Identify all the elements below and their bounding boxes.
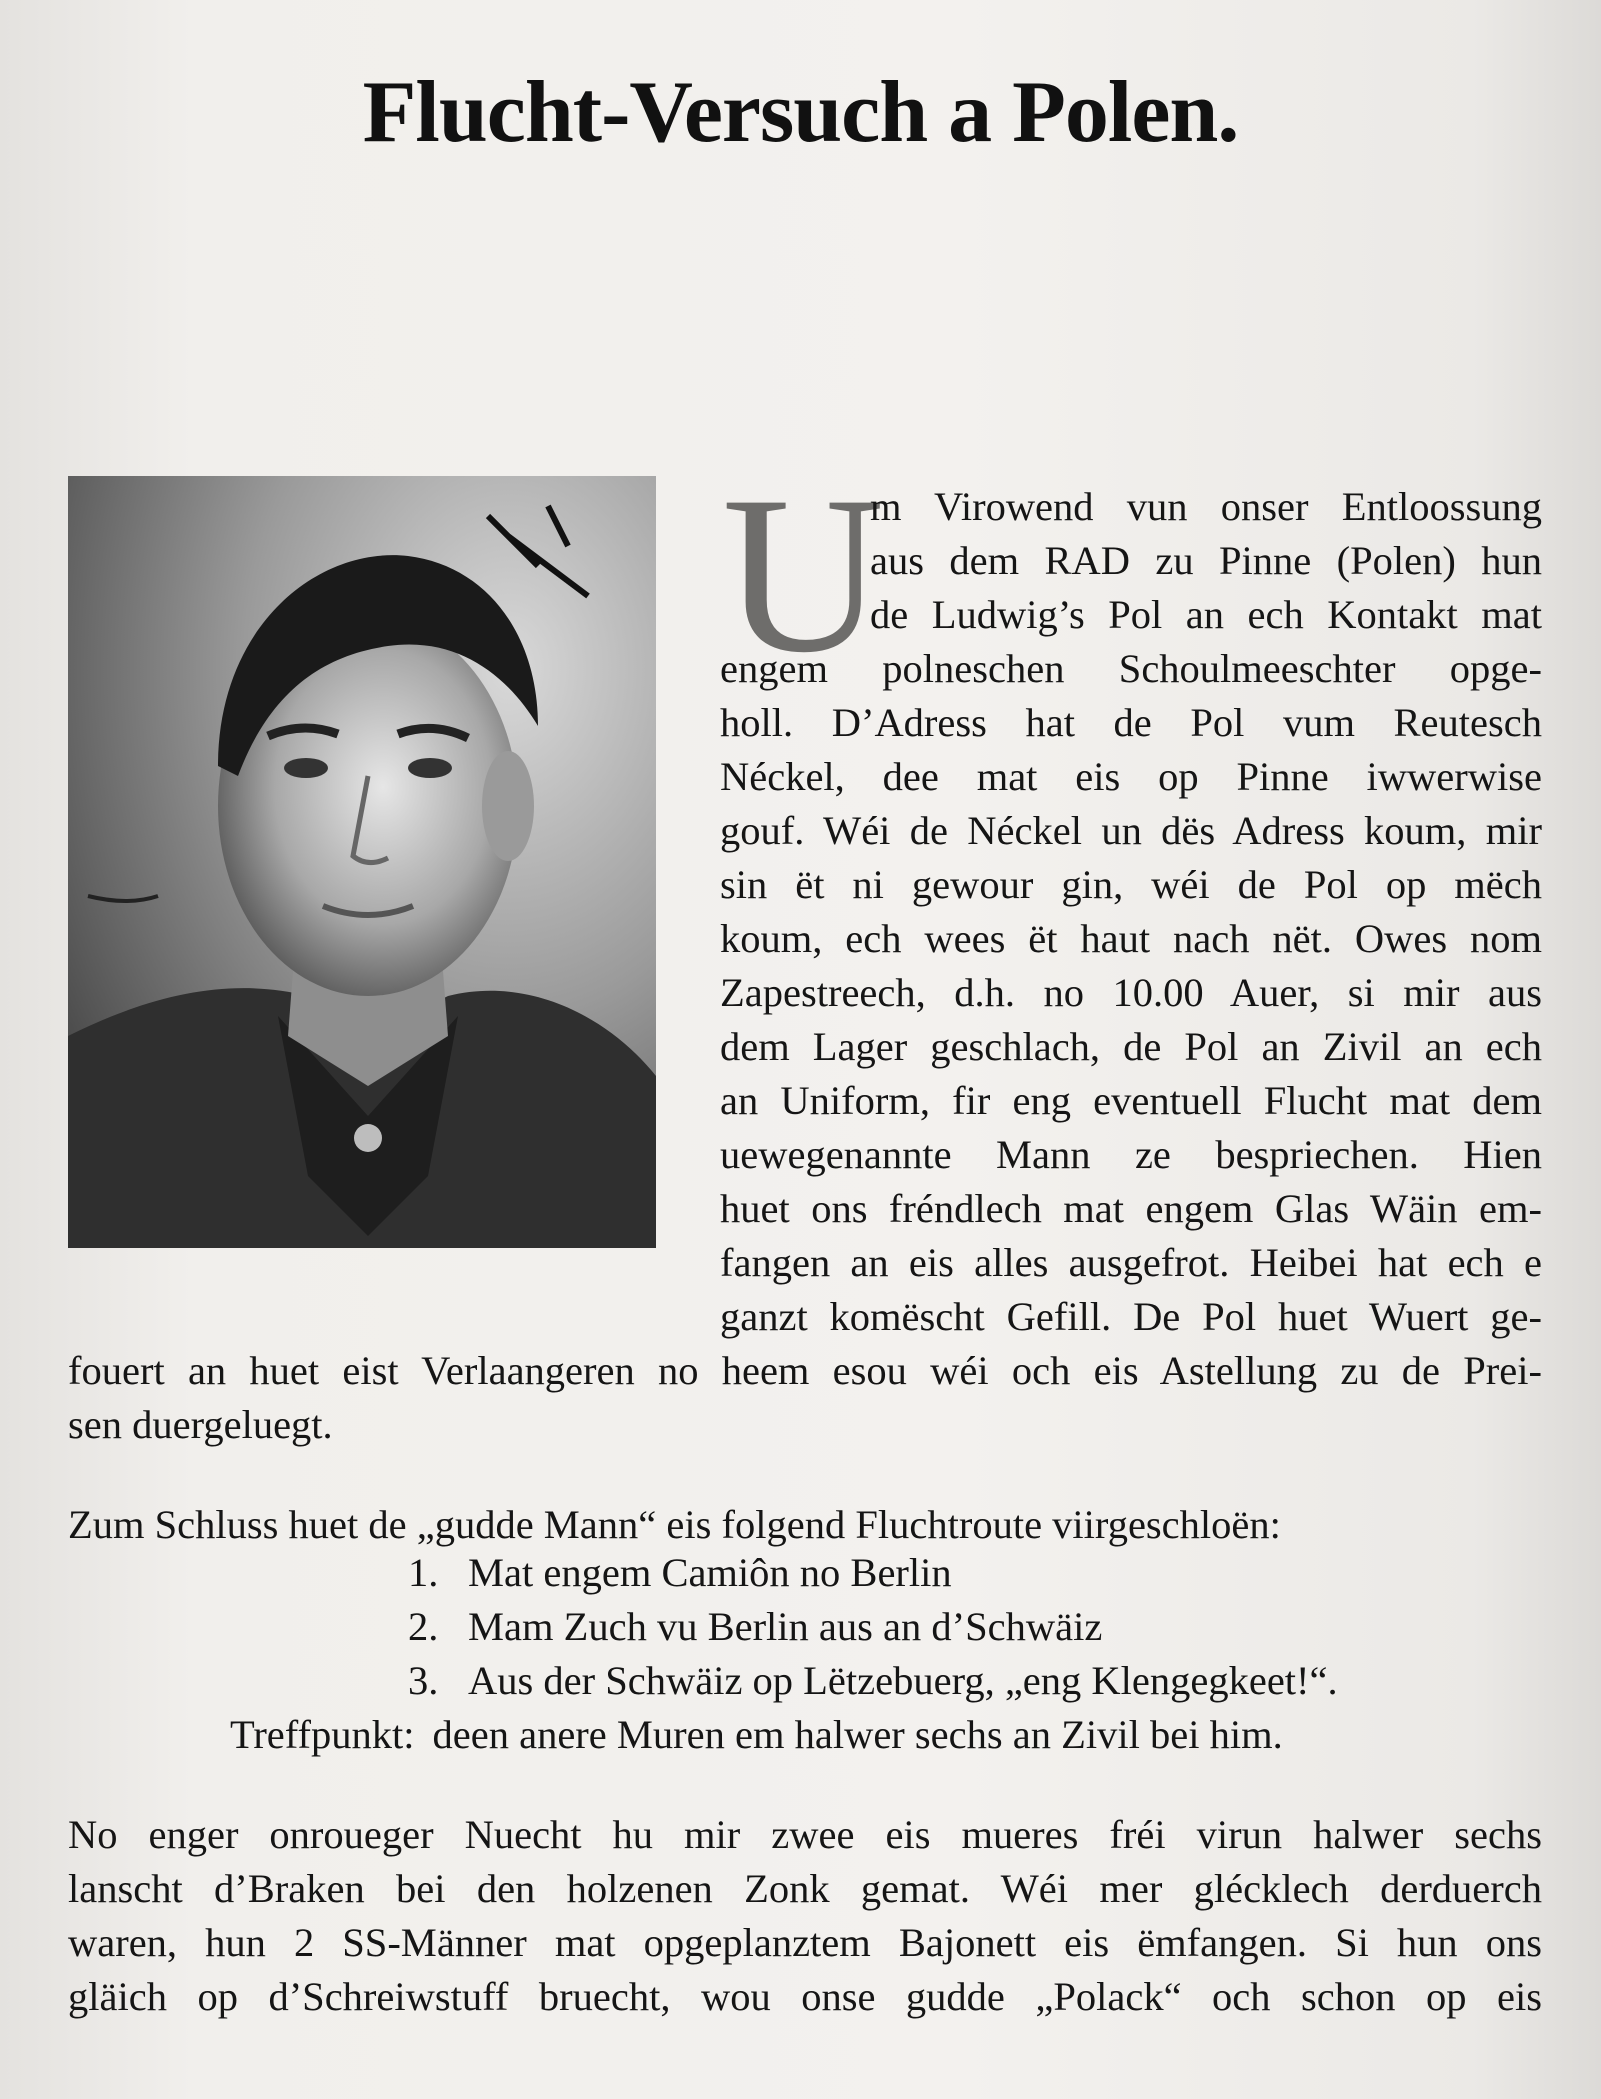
route-number: 1.: [408, 1550, 439, 1595]
text-line: fouert an huet eist Verlaangeren no heem esou wéi och eis Astellung zu de Prei-: [68, 1348, 1542, 1393]
text-line: engem polneschen Schoulmeeschter opge-: [720, 646, 1542, 691]
text-line: Zapestreech, d.h. no 10.00 Auer, si mir aus: [720, 970, 1542, 1015]
drop-cap: U: [722, 449, 885, 699]
text-line: Néckel, dee mat eis op Pinne iwwerwise: [720, 754, 1542, 799]
text-line: dem Lager geschlach, de Pol an Zivil an ech: [720, 1024, 1542, 1069]
text-line: huet ons fréndlech mat engem Glas Wäin em-: [720, 1186, 1542, 1231]
route-text: Mam Zuch vu Berlin aus an d’Schwäiz: [468, 1604, 1103, 1649]
page-title: Flucht-Versuch a Polen.: [362, 64, 1239, 161]
portrait-image: [68, 476, 656, 1248]
route-item: [408, 1654, 1338, 1708]
text-line: holl. D’Adress hat de Pol vum Reutesch: [720, 700, 1542, 745]
text-line: koum, ech wees ët haut nach nët. Owes nom: [720, 916, 1542, 961]
text-line: sen duergeluegt.: [68, 1402, 333, 1447]
meeting-point: [230, 1708, 1283, 1762]
route-item: [408, 1600, 1102, 1654]
route-item: [408, 1546, 952, 1600]
text-line: aus dem RAD zu Pinne (Polen) hun: [870, 538, 1542, 583]
text-line: No enger onroueger Nuecht hu mir zwee eis mueres fréi virun halwer sechs: [68, 1812, 1542, 1857]
text-line: gouf. Wéi de Néckel un dës Adress koum, mir: [720, 808, 1542, 853]
route-intro: Zum Schluss huet de „gudde Mann“ eis folgend Fluchtroute viirgeschloën:: [68, 1502, 1281, 1547]
text-line: de Ludwig’s Pol an ech Kontakt mat: [870, 592, 1542, 637]
text-line: an Uniform, fir eng eventuell Flucht mat dem: [720, 1078, 1542, 1123]
text-line: sin ët ni gewour gin, wéi de Pol op mëch: [720, 862, 1542, 907]
meeting-text: deen anere Muren em halwer sechs an Zivil bei him.: [432, 1712, 1283, 1757]
text-line: fangen an eis alles ausgefrot. Heibei hat ech e: [720, 1240, 1542, 1285]
text-line: ganzt komëscht Gefill. De Pol huet Wuert ge-: [720, 1294, 1542, 1339]
route-text: Mat engem Camiôn no Berlin: [468, 1550, 952, 1595]
route-number: 3.: [408, 1658, 439, 1703]
route-text: Aus der Schwäiz op Lëtzebuerg, „eng Klengegkeet!“.: [468, 1658, 1338, 1703]
text-line: waren, hun 2 SS-Männer mat opgeplanztem Bajonett eis ëmfangen. Si hun ons: [68, 1920, 1542, 1965]
text-line: m Virowend vun onser Entloossung: [870, 484, 1542, 529]
meeting-label: Treffpunkt:: [230, 1712, 415, 1757]
route-number: 2.: [408, 1604, 439, 1649]
text-line: lanscht d’Braken bei den holzenen Zonk gemat. Wéi mer glécklech derduerch: [68, 1866, 1542, 1911]
text-line: gläich op d’Schreiwstuff bruecht, wou onse gudde „Polack“ och schon op eis: [68, 1974, 1542, 2019]
text-line: uewegenannte Mann ze bespriechen. Hien: [720, 1132, 1542, 1177]
portrait-photo: [68, 476, 656, 1248]
